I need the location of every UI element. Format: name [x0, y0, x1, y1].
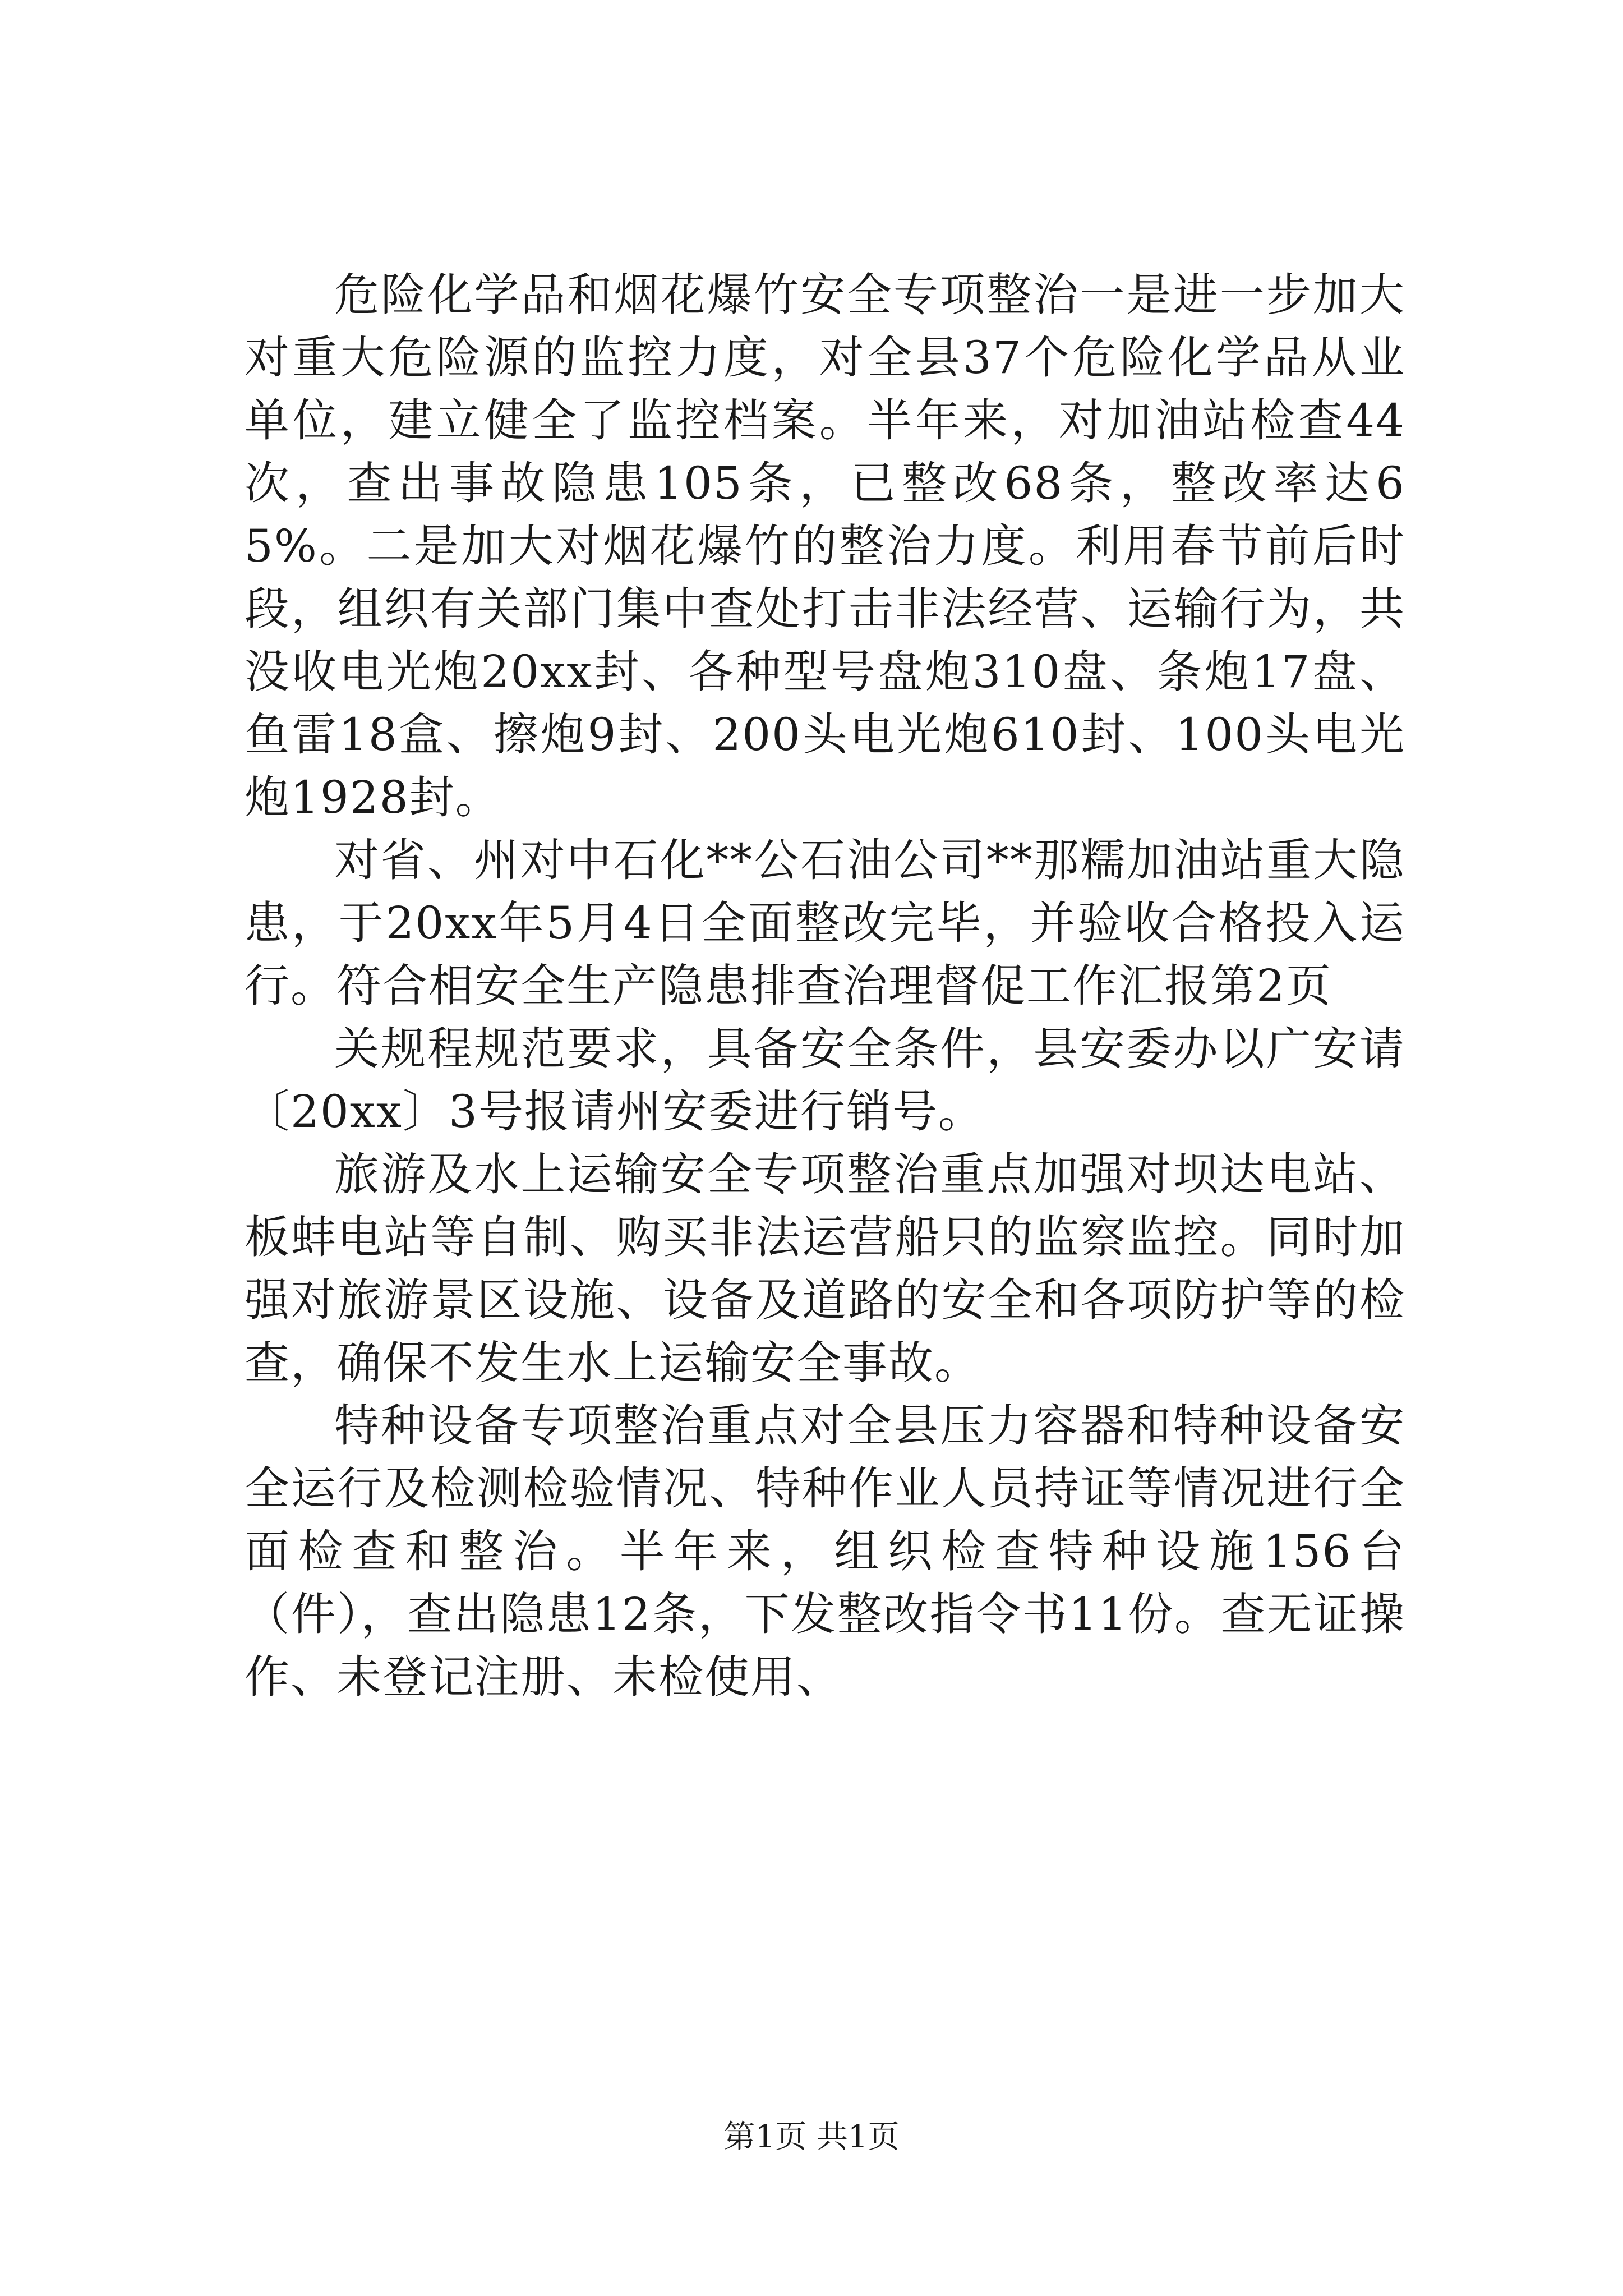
page-footer: 第1页 共1页 — [723, 2119, 900, 2155]
paragraph-hazardous-chemicals: 危险化学品和烟花爆竹安全专项整治一是进一步加大对重大危险源的监控力度，对全县37个危险化学品从业单位，建立健全了监控档案。半年来，对加油站检查44次，查出事故隐患105条，已整改68条，整改率达65%。二是加大对烟花爆竹的整治力度。利用春节前后时段，组织有关部门集中查处打击非法经营、运输行为，共没收电光炮20xx封、各种型号盘炮310盘、条炮17盘、鱼雷18盒、擦炮9封、200头电光炮610封、100头电光炮1928封。 — [245, 269, 1405, 823]
paragraph-safety-conditions: 关规程规范要求，具备安全条件，县安委办以广安请〔20xx〕3号报请州安委进行销号。 — [245, 1023, 1405, 1138]
paragraph-tourism-water-transport: 旅游及水上运输安全专项整治重点加强对坝达电站、板蚌电站等自制、购买非法运营船只的监察监控。同时加强对旅游景区设施、设备及道路的安全和各项防护等的检查，确保不发生水上运输安全事故。 — [245, 1148, 1405, 1389]
paragraph-gas-station-rectification: 对省、州对中石化**公石油公司**那糯加油站重大隐患，于20xx年5月4日全面整改完毕，并验收合格投入运行。符合相安全生产隐患排查治理督促工作汇报第2页 — [245, 834, 1405, 1012]
paragraph-special-equipment: 特种设备专项整治重点对全县压力容器和特种设备安全运行及检测检验情况、特种作业人员持证等情况进行全面检查和整治。半年来，组织检查特种设施156台（件），查出隐患12条，下发整改指令书11份。查无证操作、未登记注册、未检使用、 — [245, 1400, 1405, 1703]
document-body — [245, 264, 1405, 1709]
